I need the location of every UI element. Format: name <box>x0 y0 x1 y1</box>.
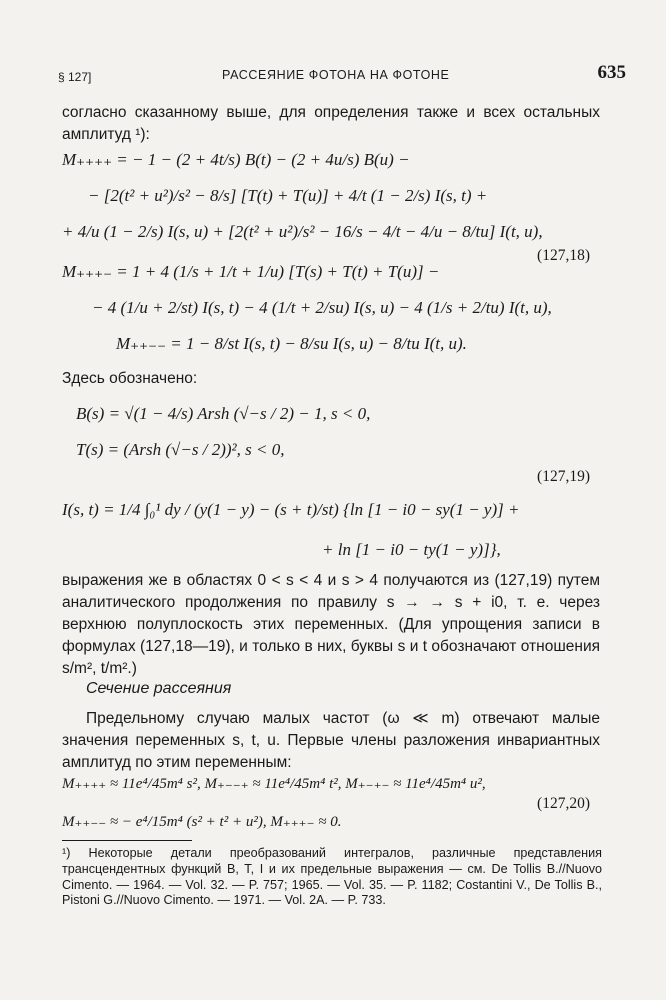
continuation-paragraph: выражения же в областях 0 < s < 4 и s > 4 получаются из (127,19) путем аналитического продолжения по правилу s → → s + i0, т. е. через верхнюю полуплоскость этих переменных. (Для упрощения записи в формулах (127,18—19), и только в них, буквы s и t обозначают отношения s/m², t/m².) <box>62 572 600 677</box>
eq-number-127-19: (127,19) <box>537 468 590 485</box>
eq-127-19-B: B(s) = √(1 − 4/s) Arsh (√−s / 2) − 1, s < 0, <box>76 404 371 423</box>
chapter-title: РАССЕЯНИЕ ФОТОНА НА ФОТОНЕ <box>222 68 450 82</box>
eq-number-127-20: (127,20) <box>537 795 590 812</box>
eq-127-20-line-1: M₊₊₊₊ ≈ 11e⁴/45m⁴ s², M₊₋₋₊ ≈ 11e⁴/45m⁴ t², M₊₋₊₋ ≈ 11e⁴/45m⁴ u², <box>62 776 486 792</box>
page-number: 635 <box>597 62 626 83</box>
footnote: ¹) Некоторые детали преобразований интегралов, различные представления трансцендентных функций B, T, I и их предельные выражения — см. De Tollis B.//Nuovo Cimento. — 1964. — Vol. 32. — P. 757; 1965. — Vol. 35. — P. 1182; Costantini V., De Tollis B., Pistoni G.//Nuovo Cimento. — 1971. — Vol. 2A. — P. 733. <box>62 846 602 908</box>
eq-127-18-line-5: − 4 (1/u + 2/st) I(s, t) − 4 (1/t + 2/su) I(s, u) − 4 (1/s + 2/tu) I(t, u), <box>92 298 552 317</box>
low-frequency-paragraph: Предельному случаю малых частот (ω ≪ m) отвечают малые значения переменных s, t, u. Первые члены разложения инвариантных амплитуд по этим переменным: <box>62 710 600 771</box>
eq-127-18-line-2: − [2(t² + u²)/s² − 8/s] [T(t) + T(u)] + 4/t (1 − 2/s) I(s, t) + <box>88 186 488 205</box>
footnote-rule <box>62 840 192 841</box>
running-header <box>58 62 626 86</box>
eq-number-127-18: (127,18) <box>537 247 590 264</box>
eq-127-19-T: T(s) = (Arsh (√−s / 2))², s < 0, <box>76 440 285 459</box>
intro-paragraph: согласно сказанному выше, для определения также и всех остальных амплитуд ¹): <box>62 104 600 143</box>
section-heading: Сечение рассеяния <box>86 680 232 697</box>
eq-127-19-I-line-2: + ln [1 − i0 − ty(1 − y)]}, <box>322 540 501 559</box>
eq-127-18-line-3: + 4/u (1 − 2/s) I(s, u) + [2(t² + u²)/s² − 16/s − 4/t − 4/u − 8/tu] I(t, u), <box>62 222 543 241</box>
eq-127-20-line-2: M₊₊₋₋ ≈ − e⁴/15m⁴ (s² + t² + u²), M₊₊₊₋ ≈ 0. <box>62 814 342 830</box>
eq-127-18-line-6: M₊₊₋₋ = 1 − 8/st I(s, t) − 8/su I(s, u) − 8/tu I(t, u). <box>116 334 467 353</box>
section-ref: § 127] <box>58 70 92 84</box>
eq-127-19-I-line-1: I(s, t) = 1/4 ∫₀¹ dy / (y(1 − y) − (s + t)/st) {ln [1 − i0 − sy(1 − y)] + <box>62 500 520 519</box>
here-denoted-text: Здесь обозначено: <box>62 370 198 387</box>
eq-127-18-line-1: M₊₊₊₊ = − 1 − (2 + 4t/s) B(t) − (2 + 4u/s) B(u) − <box>62 150 410 169</box>
eq-127-18-line-4: M₊₊₊₋ = 1 + 4 (1/s + 1/t + 1/u) [T(s) + T(t) + T(u)] − <box>62 262 440 281</box>
